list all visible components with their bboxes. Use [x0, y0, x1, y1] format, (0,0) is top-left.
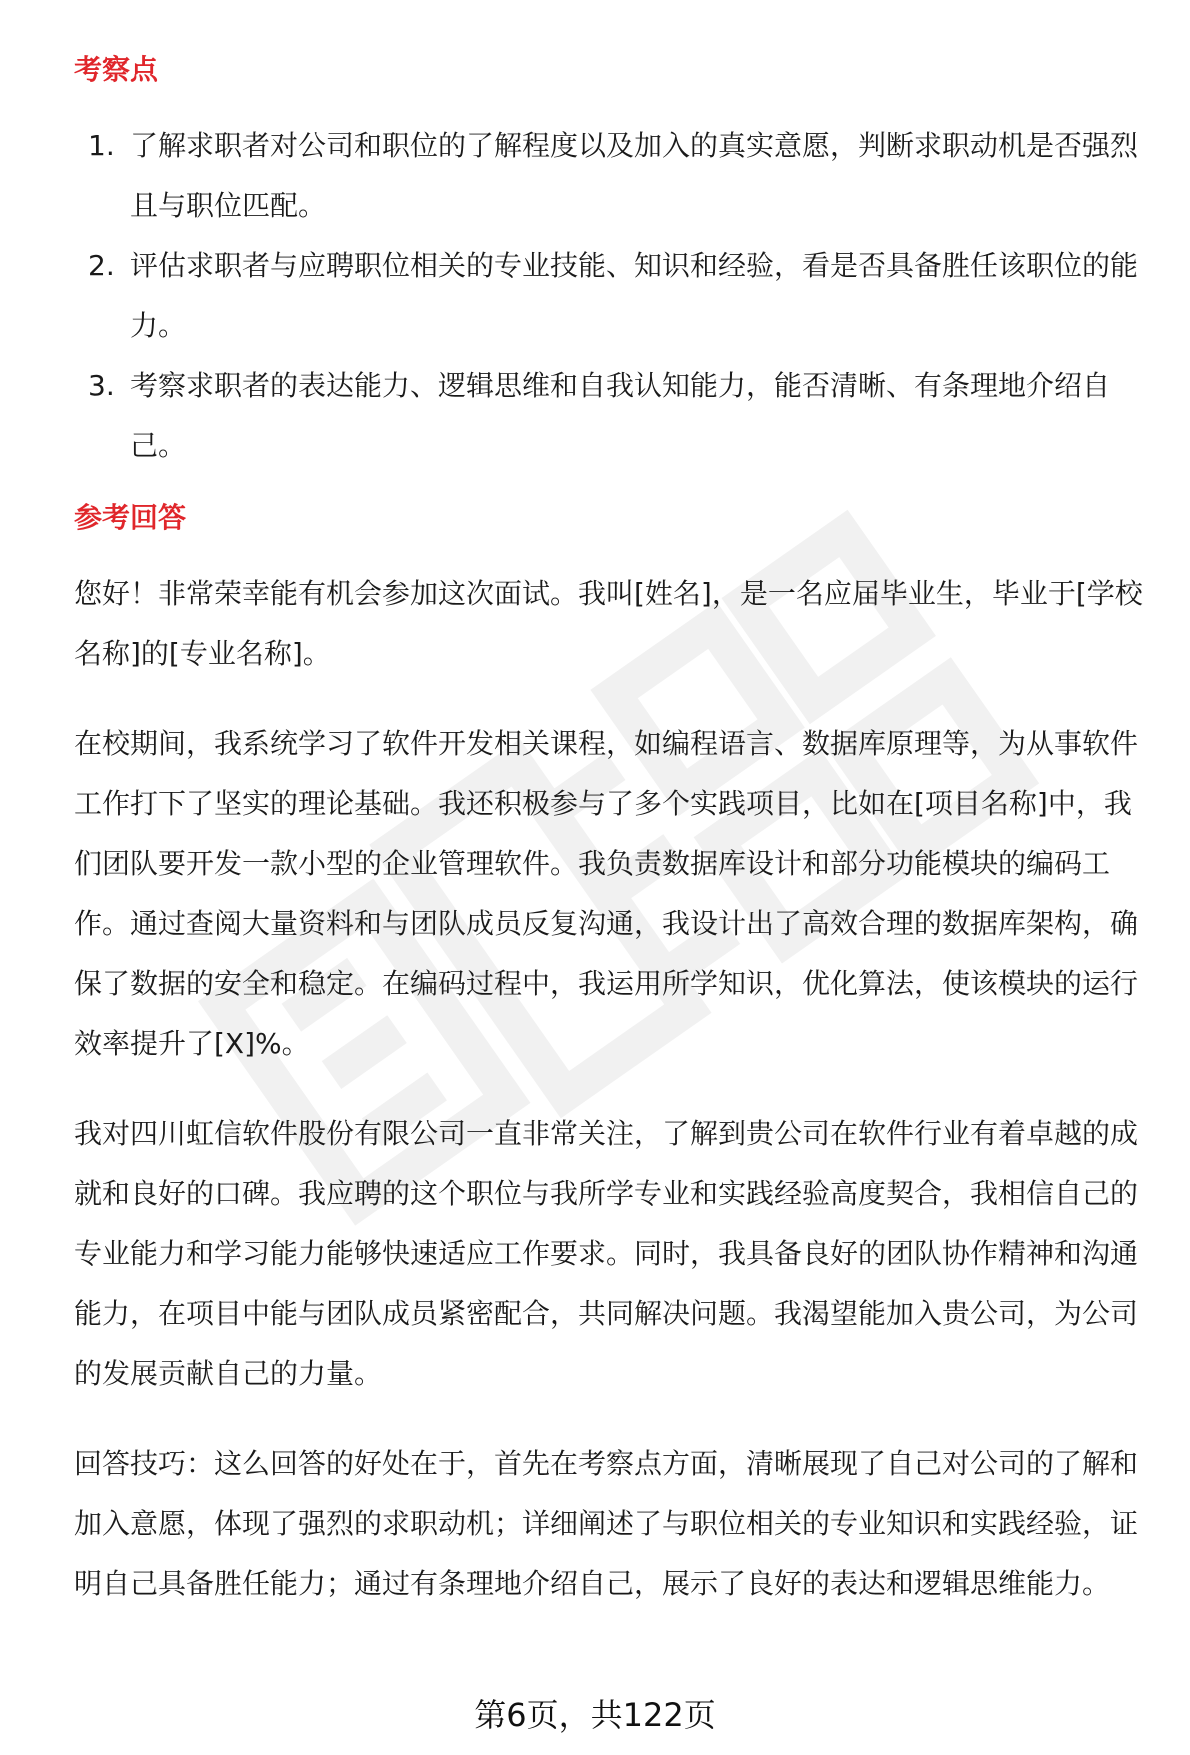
content-area — [74, 50, 1149, 1614]
page-number: 第6页，共122页 — [474, 1696, 716, 1734]
answer-paragraph: 我对四川虹信软件股份有限公司一直非常关注，了解到贵公司在软件行业有着卓越的成就和良好的口碑。我应聘的这个职位与我所学专业和实践经验高度契合，我相信自己的专业能力和学习能力能够快速适应工作要求。同时，我具备良好的团队协作精神和沟通能力，在项目中能与团队成员紧密配合，共同解决问题。我渴望能加入贵公司，为公司的发展贡献自己的力量。 — [74, 1117, 1139, 1390]
list-item-number: 1. — [88, 129, 115, 162]
list-item — [74, 116, 1149, 236]
answer-paragraph: 在校期间，我系统学习了软件开发相关课程，如编程语言、数据库原理等，为从事软件工作打下了坚实的理论基础。我还积极参与了多个实践项目，比如在[项目名称]中，我们团队要开发一款小型的企业管理软件。我负责数据库设计和部分功能模块的编码工作。通过查阅大量资料和与团队成员反复沟通，我设计出了高效合理的数据库架构，确保了数据的安全和稳定。在编码过程中，我运用所学知识，优化算法，使该模块的运行效率提升了[X]%。 — [74, 727, 1139, 1060]
list-item-text: 考察求职者的表达能力、逻辑思维和自我认知能力，能否清晰、有条理地介绍自己。 — [130, 369, 1111, 462]
assessment-point-list — [74, 116, 1149, 476]
section-title-assessment: 考察点 — [74, 53, 159, 86]
list-item-number: 2. — [88, 249, 115, 282]
list-item-number: 3. — [88, 369, 115, 402]
answer-tips-paragraph: 回答技巧：这么回答的好处在于，首先在考察点方面，清晰展现了自己对公司的了解和加入意愿，体现了强烈的求职动机；详细阐述了与职位相关的专业知识和实践经验，证明自己具备胜任能力；通过有条理地介绍自己，展示了良好的表达和逻辑思维能力。 — [74, 1447, 1139, 1600]
list-item — [74, 356, 1149, 476]
section-title-reference-answer: 参考回答 — [74, 501, 187, 534]
list-item — [74, 236, 1149, 356]
list-item-text: 了解求职者对公司和职位的了解程度以及加入的真实意愿，判断求职动机是否强烈且与职位匹配。 — [130, 129, 1139, 222]
list-item-text: 评估求职者与应聘职位相关的专业技能、知识和经验，看是否具备胜任该职位的能力。 — [130, 249, 1139, 342]
answer-paragraph: 您好！非常荣幸能有机会参加这次面试。我叫[姓名]，是一名应届毕业生，毕业于[学校名称]的[专业名称]。 — [74, 577, 1143, 670]
